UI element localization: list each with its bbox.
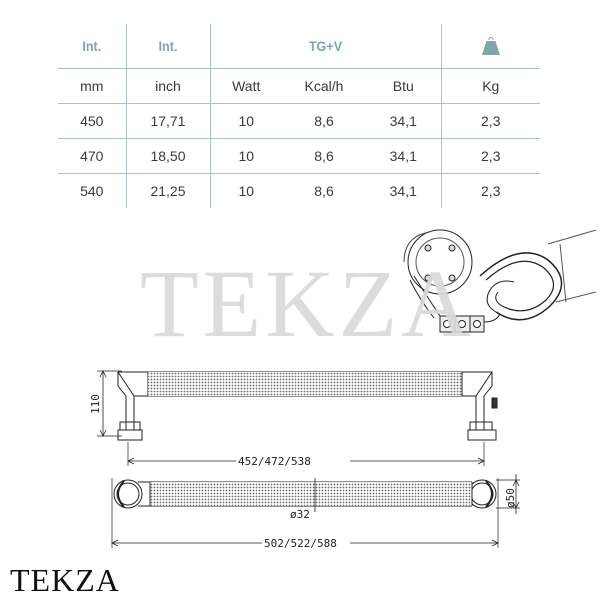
unit-cell: Watt (210, 69, 282, 104)
header-tgv: TG+V (222, 24, 430, 69)
header-int-mm: Int. (61, 24, 122, 69)
table-cell: 34,1 (366, 104, 441, 139)
table-cell: 8,6 (282, 139, 366, 174)
unit-cell: Kg (441, 69, 540, 104)
table-cell: 17,71 (126, 104, 210, 139)
table-cell: 34,1 (366, 139, 441, 174)
table-cell: 450 (58, 104, 126, 139)
unit-cell: Kcal/h (282, 69, 366, 104)
table-cell: 470 (58, 139, 126, 174)
table-cell: 540 (80, 183, 104, 199)
table-cell: 8,6 (314, 183, 334, 199)
table-cell: 18,50 (126, 139, 210, 174)
table-cell: 10 (210, 139, 282, 174)
height-dim-label: 110 (89, 394, 102, 414)
table-cell: 34,1 (389, 183, 417, 199)
table-cell: 2,3 (441, 174, 540, 209)
bar-diameter-dim-label: ø32 (290, 508, 310, 521)
flange-diameter-dim-label: ø50 (504, 488, 517, 508)
unit-cell: Btu (366, 69, 441, 104)
table-cell: 2,3 (441, 139, 540, 174)
unit-cell: inch (126, 69, 210, 104)
inner-length-dim-label: 452/472/538 (238, 455, 311, 468)
unit-cell: mm (58, 69, 126, 104)
brand-logo: TEKZA (10, 562, 120, 598)
side-elevation (97, 371, 497, 466)
watermark: TEKZA (140, 250, 475, 357)
table-cell: 10 (210, 104, 282, 139)
table-cell: 10 (210, 174, 282, 209)
table-cell: 21,25 (126, 174, 210, 209)
table-cell: 2,3 (441, 104, 540, 139)
outer-length-dim-label: 502/522/588 (264, 537, 337, 550)
table-cell: 8,6 (282, 104, 366, 139)
header-int-inch: Int. (130, 24, 206, 69)
